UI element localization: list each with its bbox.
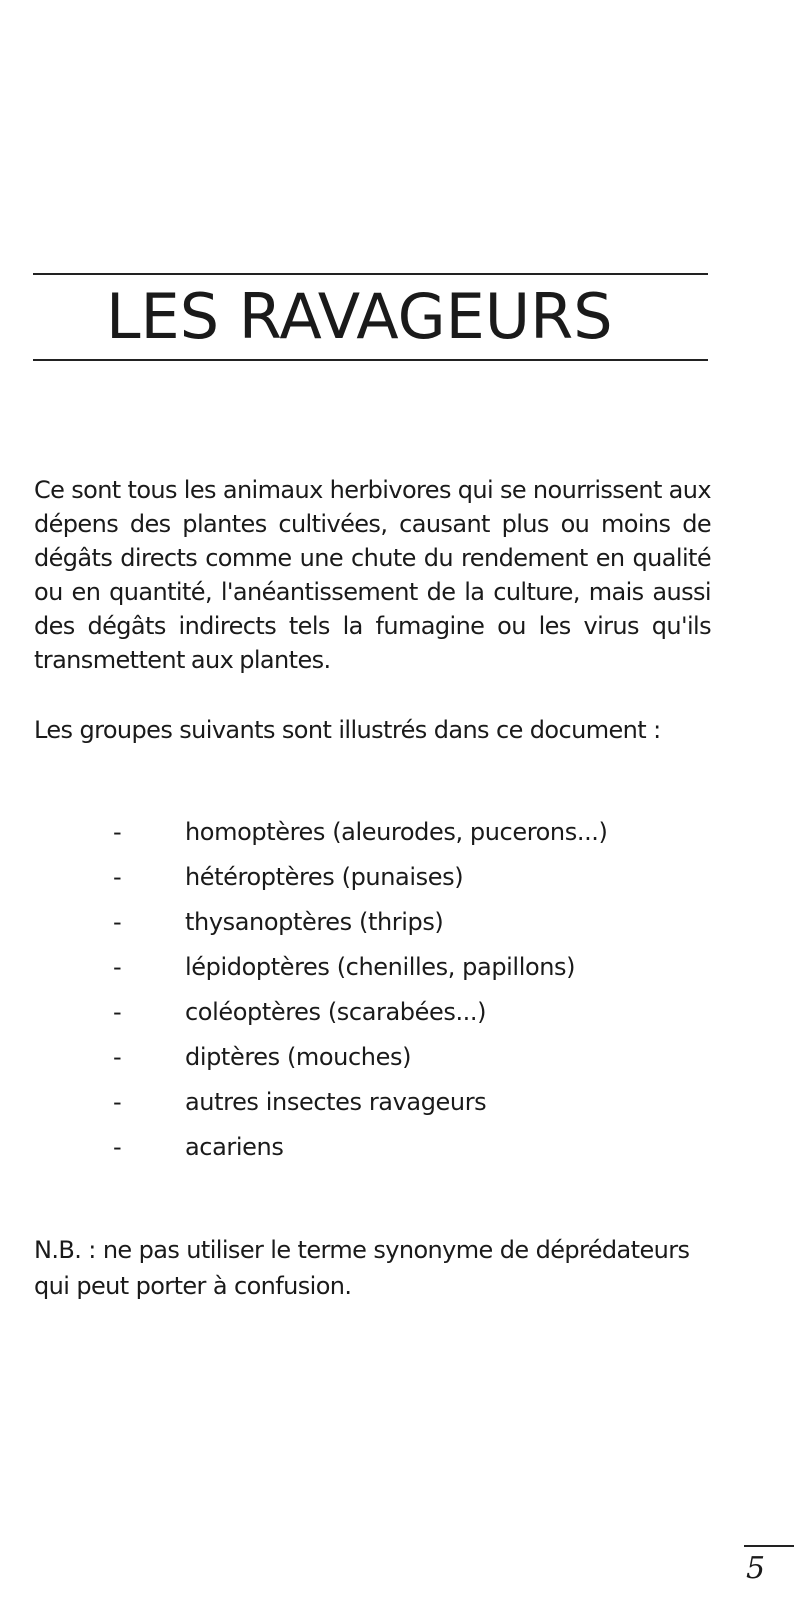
list-dash: - bbox=[113, 908, 122, 936]
list-dash: - bbox=[113, 998, 122, 1026]
group-list bbox=[0, 815, 800, 1175]
page-number: 5 bbox=[746, 1551, 766, 1586]
list-dash: - bbox=[113, 863, 122, 891]
group-label: thysanoptères (thrips) bbox=[185, 908, 444, 936]
intro-paragraph: Ce sont tous les animaux herbivores qui se nourrissent aux dépens des plantes cultivées, causant plus ou moins de dégâts directs comme une chute du rendement en qualité ou en quantité, l'anéantissement de la culture, mais aussi des dégâts indirects tels la fumagine ou les virus qu'ils transmettent aux plantes. bbox=[34, 476, 711, 674]
footnote-note: N.B. : ne pas utiliser le terme synonyme de déprédateurs qui peut porter à confusion. bbox=[34, 1236, 690, 1300]
list-dash: - bbox=[113, 818, 122, 846]
group-label: homoptères (aleurodes, pucerons...) bbox=[185, 818, 608, 846]
group-label: diptères (mouches) bbox=[185, 1043, 412, 1071]
groups-intro: Les groupes suivants sont illustrés dans ce document : bbox=[34, 716, 661, 744]
page-number-rule bbox=[744, 1545, 794, 1547]
list-item bbox=[0, 950, 800, 995]
group-label: autres insectes ravageurs bbox=[185, 1088, 487, 1116]
list-item bbox=[0, 905, 800, 950]
group-label: coléoptères (scarabées...) bbox=[185, 998, 487, 1026]
title-block bbox=[33, 273, 708, 361]
list-item bbox=[0, 1130, 800, 1175]
list-dash: - bbox=[113, 1133, 122, 1161]
list-item bbox=[0, 995, 800, 1040]
list-item bbox=[0, 860, 800, 905]
list-dash: - bbox=[113, 1043, 122, 1071]
group-label: lépidoptères (chenilles, papillons) bbox=[185, 953, 576, 981]
list-dash: - bbox=[113, 1088, 122, 1116]
list-item bbox=[0, 815, 800, 860]
group-label: hétéroptères (punaises) bbox=[185, 863, 464, 891]
list-item bbox=[0, 1040, 800, 1085]
page-title: LES RAVAGEURS bbox=[106, 280, 613, 353]
list-item bbox=[0, 1085, 800, 1130]
list-dash: - bbox=[113, 953, 122, 981]
group-label: acariens bbox=[185, 1133, 284, 1161]
